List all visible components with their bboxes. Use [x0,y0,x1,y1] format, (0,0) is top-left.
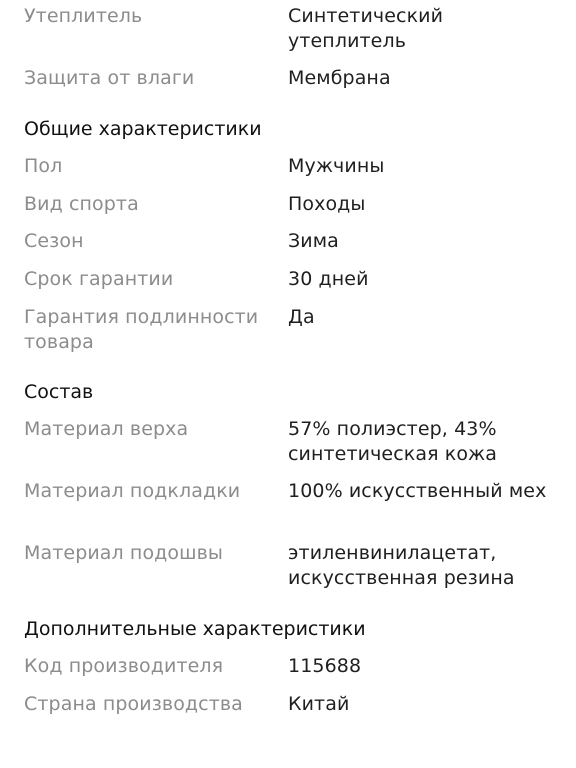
spec-label: Материал подошвы [24,542,224,564]
spec-label: Страна производства [24,693,243,715]
spec-value: Мембрана [288,67,391,89]
spec-value: Зима [288,230,339,252]
spec-value: Синтетический утеплитель [288,5,444,52]
spec-label: Пол [24,155,63,177]
spec-label: Материал подкладки [24,480,241,502]
spec-label: Материал верха [24,418,189,440]
spec-label: Сезон [24,230,84,252]
spec-label: Срок гарантии [24,268,174,290]
spec-value: 100% искусственный мех [288,480,547,502]
spec-value: 57% полиэстер, 43% синтетическая кожа [288,418,498,465]
spec-label: Утеплитель [24,5,143,27]
spec-value: Китай [288,693,350,715]
spec-label: Вид спорта [24,193,139,215]
section-title-additional: Дополнительные характеристики [24,618,366,640]
section-title-general: Общие характеристики [24,118,262,140]
spec-value: Да [288,306,315,328]
spec-label: Код производителя [24,655,224,677]
spec-label: Гарантия подлинности товара [24,306,259,353]
spec-value: Мужчины [288,155,385,177]
spec-value: 30 дней [288,268,369,290]
spec-value: 115688 [288,655,362,677]
spec-value: Походы [288,193,366,215]
section-title-composition: Состав [24,381,94,403]
spec-label: Защита от влаги [24,67,195,89]
spec-value: этиленвинилацетат, искусственная резина [288,542,515,589]
